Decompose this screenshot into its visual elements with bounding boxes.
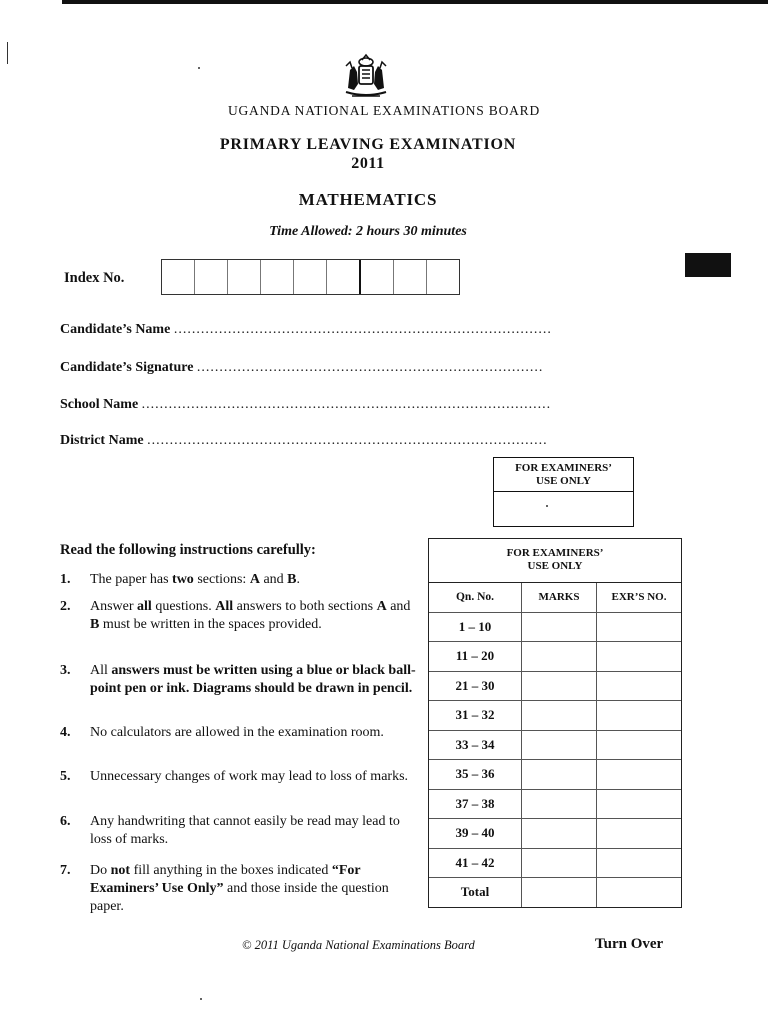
examiner-number-cell[interactable] [597,701,681,730]
examiners-table-body [429,613,681,907]
question-range-cell: 39 – 40 [429,819,522,848]
field-label: District Name [60,433,144,448]
column-header: EXR’S NO. [611,591,667,603]
instruction-number: 1. [60,572,71,587]
index-box[interactable] [228,260,261,294]
instruction-text: Do not fill anything in the boxes indicated “For Examiners’ Use Only” and those inside the question paper. [90,863,389,914]
index-number-boxes [161,259,460,295]
instruction-number: 3. [60,663,71,678]
examiner-number-cell[interactable] [597,613,681,642]
index-box[interactable] [162,260,195,294]
question-range-cell: 11 – 20 [429,642,522,671]
subject-title: MATHEMATICS [298,190,438,209]
instruction-item [60,598,420,634]
instruction-number: 6. [60,814,71,829]
marks-cell[interactable] [522,819,597,848]
instruction-text: Any handwriting that cannot easily be read may lead to loss of marks. [90,814,400,847]
field-label: Candidate’s Name [60,322,171,337]
instruction-text: No calculators are allowed in the examination room. [90,725,384,740]
instruction-text: Unnecessary changes of work may lead to loss of marks. [90,769,409,784]
index-box[interactable] [327,260,361,294]
examiners-use-box [493,457,634,527]
table-row [429,760,681,790]
marks-cell[interactable] [522,878,597,907]
table-row [429,878,681,907]
examiners-table-title2: USE ONLY [527,560,583,572]
marks-cell[interactable] [522,701,597,730]
instruction-item [60,768,420,786]
question-range-cell: 1 – 10 [429,613,522,642]
examiner-number-cell[interactable] [597,849,681,878]
marks-cell[interactable] [522,613,597,642]
table-row [429,642,681,672]
table-row [429,731,681,761]
board-name: UGANDA NATIONAL EXAMINATIONS BOARD [227,103,541,118]
question-range-cell: 31 – 32 [429,701,522,730]
speck [200,998,202,1000]
question-range-cell: 37 – 38 [429,790,522,819]
instruction-text: Answer all questions. All answers to both sections A and B must be written in the spaces provided. [90,599,411,632]
column-header: Qn. No. [429,583,522,612]
candidate-signature-field[interactable] [60,360,680,376]
table-row [429,790,681,820]
marks-cell[interactable] [522,849,597,878]
marks-cell[interactable] [522,760,597,789]
margin-mark [7,42,8,64]
exam-year: 2011 [351,155,385,172]
instruction-item [60,662,420,698]
index-box[interactable] [361,260,394,294]
top-rule [62,0,768,4]
column-header: MARKS [522,583,597,612]
instruction-number: 5. [60,769,71,784]
table-row [429,819,681,849]
question-range-cell: 41 – 42 [429,849,522,878]
marks-cell[interactable] [522,642,597,671]
table-row [429,613,681,643]
examiner-number-cell[interactable] [597,760,681,789]
index-box[interactable] [427,260,459,294]
instruction-item [60,724,420,742]
question-range-cell: 33 – 34 [429,731,522,760]
table-row [429,701,681,731]
instruction-text: All answers must be written using a blue or black ball-point pen or ink. Diagrams should be drawn in pencil. [90,663,416,696]
instruction-text: The paper has two sections: A and B. [90,572,300,587]
instruction-number: 7. [60,863,71,878]
examiner-number-cell[interactable] [597,819,681,848]
coat-of-arms-icon [338,52,394,102]
examiner-number-cell[interactable] [597,731,681,760]
examiner-number-cell[interactable] [597,672,681,701]
instruction-number: 4. [60,725,71,740]
examiners-box-title: FOR EXAMINERS’ [515,462,612,474]
field-dots: ............................................................................. [196,360,544,375]
index-box[interactable] [394,260,427,294]
table-header-row [429,583,681,613]
examiners-table-title: FOR EXAMINERS’ [506,547,604,559]
index-label: Index No. [64,270,125,286]
question-range-cell: Total [429,878,522,907]
instruction-item [60,813,420,849]
table-row [429,672,681,702]
index-box[interactable] [261,260,294,294]
marks-cell[interactable] [522,731,597,760]
instruction-number: 2. [60,599,71,614]
field-label: School Name [60,397,139,412]
question-range-cell: 35 – 36 [429,760,522,789]
question-range-cell: 21 – 30 [429,672,522,701]
examiner-number-cell[interactable] [597,642,681,671]
instructions-heading: Read the following instructions carefully: [60,542,316,558]
copyright-notice: © 2011 Uganda National Examinations Board [242,938,475,952]
field-dots: ........................................................................................... [141,397,552,412]
speck [198,67,200,69]
instruction-item [60,571,420,589]
examiners-box-heading [494,458,633,492]
table-row [429,849,681,879]
field-dots: .................................................................................... [173,322,552,337]
examiner-number-cell[interactable] [597,878,681,907]
field-label: Candidate’s Signature [60,360,194,375]
field-dots: ......................................................................................... [147,433,548,448]
marks-cell[interactable] [522,672,597,701]
examiners-table [428,538,682,908]
index-box[interactable] [195,260,228,294]
time-allowed: Time Allowed: 2 hours 30 minutes [269,224,467,239]
examiner-number-cell[interactable] [597,790,681,819]
turn-over-label: Turn Over [595,936,664,952]
district-name-field[interactable] [60,433,680,449]
school-name-field[interactable] [60,397,680,413]
examiners-box-title2: USE ONLY [536,475,591,487]
exam-title: PRIMARY LEAVING EXAMINATION [219,136,517,153]
marks-cell[interactable] [522,790,597,819]
index-box[interactable] [294,260,327,294]
examiners-table-heading [429,539,681,583]
candidate-name-field[interactable] [60,322,680,338]
scan-marker [685,253,731,277]
instruction-item [60,862,420,916]
